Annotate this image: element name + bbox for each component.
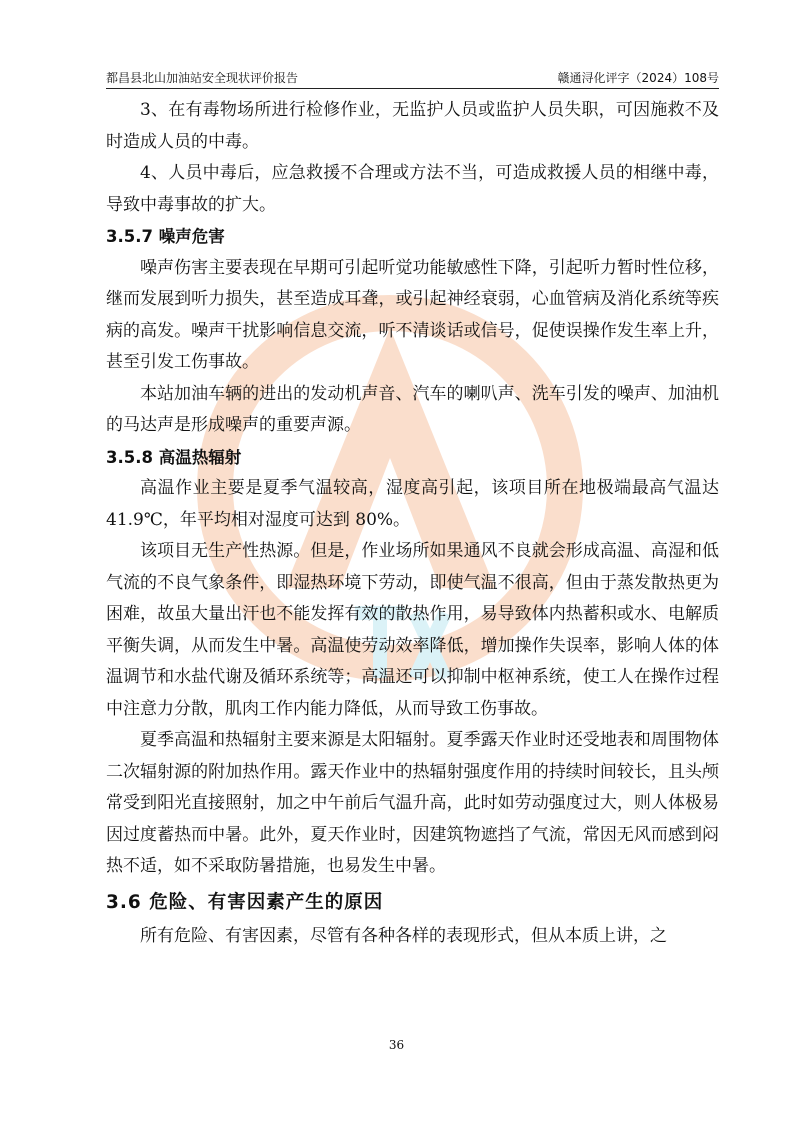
page-number: 36 [388, 1038, 405, 1052]
paragraph: 该项目无生产性热源。但是，作业场所如果通风不良就会形成高温、高湿和低气流的不良气象条件，即湿热环境下劳动，即使气温不很高，但由于蒸发散热更为困难，故虽大量出汗也不能发挥有效的散热作用，易导致体内热蓄积或水、电解质平衡失调，从而发生中暑。高温使劳动效率降低，增加操作失误率，影响人体的体温调节和水盐代谢及循环系统等；高温还可以抑制中枢神系统，使工人在操作过程中注意力分散，肌肉工作内能力降低，从而导致工伤事故。 [106, 541, 719, 719]
paragraph: 夏季高温和热辐射主要来源是太阳辐射。夏季露天作业时还受地表和周围物体二次辐射源的附加热作用。露天作业中的热辐射强度作用的持续时间较长，且头颅常受到阳光直接照射，加之中午前后气温升高，此时如劳动强度过大，则人体极易因过度蓄热而中暑。此外，夏天作业时，因建筑物遮挡了气流，常因无风而感到闷热不适，如不采取防暑措施，也易发生中暑。 [106, 730, 719, 876]
paragraph: 所有危险、有害因素，尽管有各种各样的表现形式，但从本质上讲，之 [140, 925, 667, 946]
report-number: 赣通浔化评字（2024）108号 [557, 71, 719, 85]
paragraph: 本站加油车辆的进出的发动机声音、汽车的喇叭声、洗车引发的噪声、加油机的马达声是形成噪声的重要声源。 [106, 383, 719, 435]
page-header [106, 66, 719, 89]
section-heading-3-5-7: 3.5.7 噪声危害 [106, 227, 225, 246]
paragraph: 4、人员中毒后，应急救援不合理或方法不当，可造成救援人员的相继中毒，导致中毒事故的扩大。 [106, 163, 719, 215]
paragraph: 高温作业主要是夏季气温较高，湿度高引起，该项目所在地极端最高气温达 41.9℃，年平均相对湿度可达到 80%。 [106, 478, 719, 530]
paragraph: 3、在有毒物场所进行检修作业，无监护人员或监护人员失职，可因施救不及时造成人员的中毒。 [106, 100, 719, 152]
page-body [106, 95, 719, 952]
report-title: 都昌县北山加油站安全现状评价报告 [106, 71, 299, 85]
section-heading-3-5-8: 3.5.8 高温热辐射 [106, 447, 242, 467]
paragraph: 噪声伤害主要表现在早期可引起听觉功能敏感性下降，引起听力暂时性位移，继而发展到听力损失，甚至造成耳聋，或引起神经衰弱，心血管病及消化系统等疾病的高发。噪声干扰影响信息交流，听不清谈话或信号，促使误操作发生率上升，甚至引发工伤事故。 [106, 257, 719, 372]
section-heading-3-6: 3.6 危险、有害因素产生的原因 [106, 891, 384, 913]
